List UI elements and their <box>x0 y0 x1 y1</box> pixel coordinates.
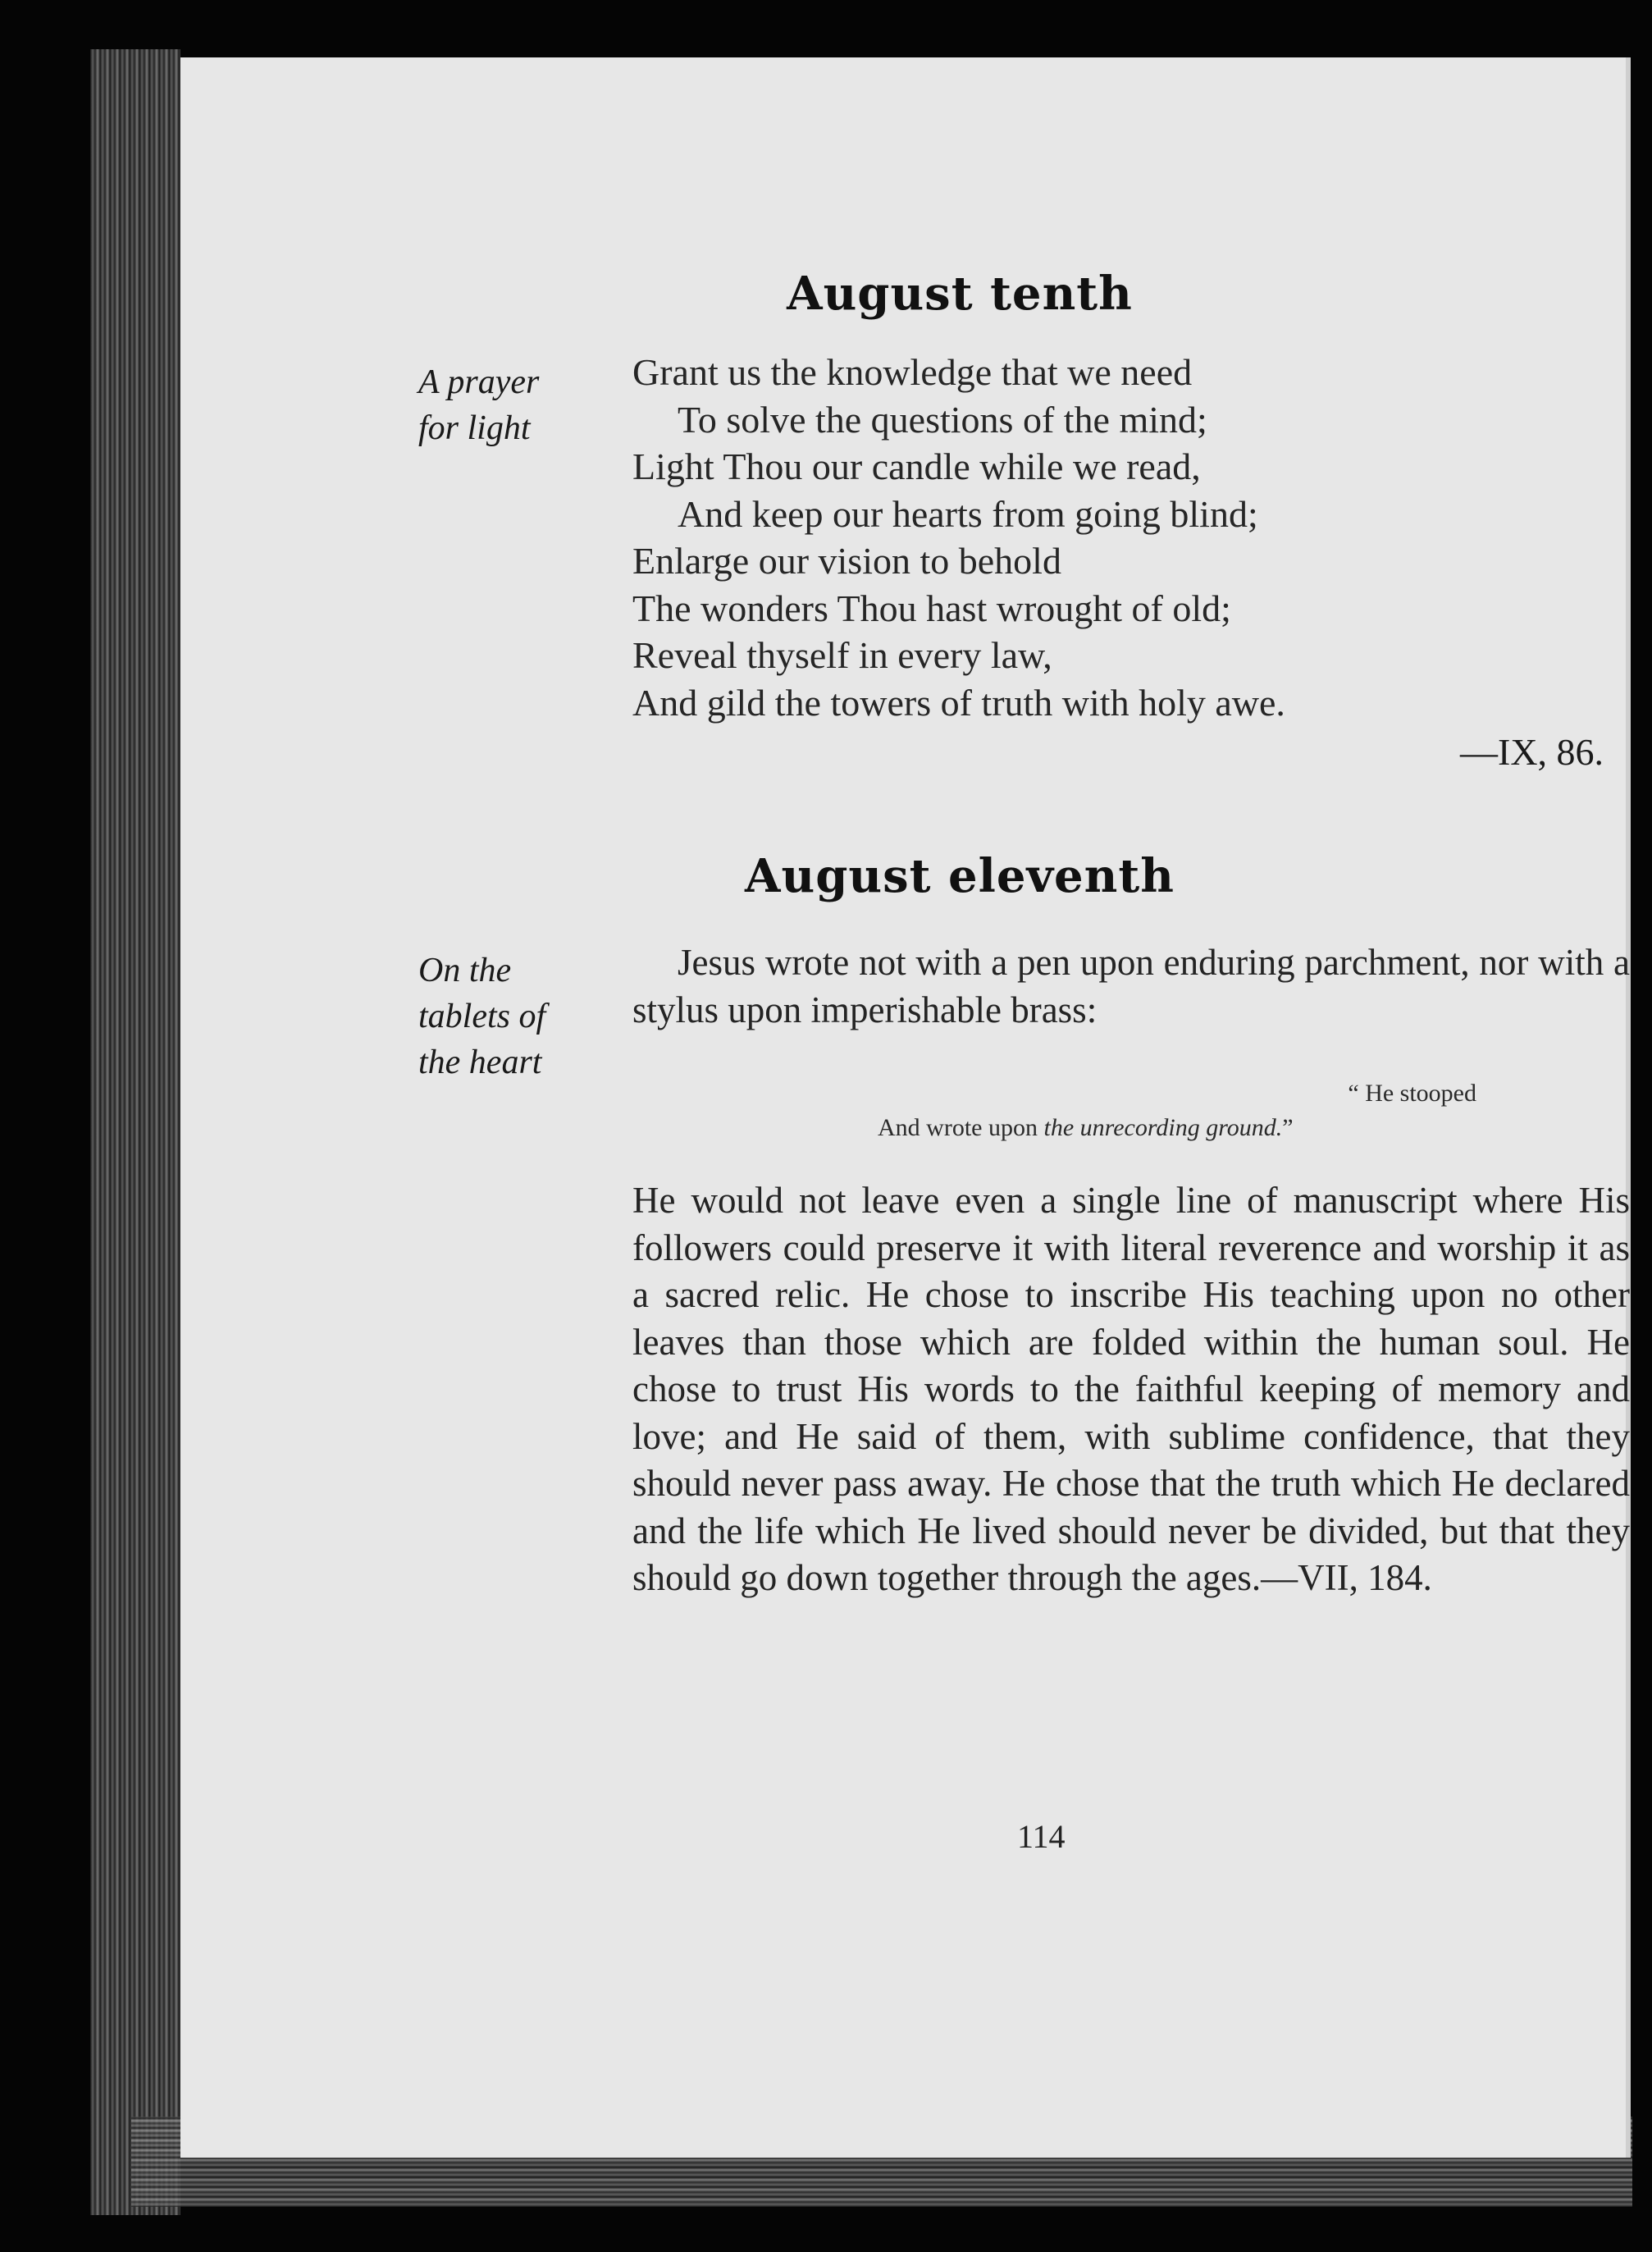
quote-line-2-prefix: And wrote upon <box>878 1114 1044 1141</box>
quote-line-2-suffix: ” <box>1282 1114 1294 1141</box>
margin-note-tablets-of-the-heart: On the tablets of the heart <box>418 952 546 1081</box>
quote-line-2-italic: the unrecording ground. <box>1043 1114 1283 1141</box>
quote-line-2 <box>771 1111 1485 1145</box>
poem-line: And gild the towers of truth with holy awe. <box>632 681 1285 724</box>
poem-line: And keep our hearts from going blind; <box>678 492 1258 535</box>
citation-august-tenth: —IX, 86. <box>1460 731 1604 773</box>
entry-heading-august-eleventh: August eleventh <box>745 849 1175 903</box>
entry-heading-august-tenth: August tenth <box>787 267 1133 321</box>
margin-note-prayer-for-light: A prayer for light <box>418 363 540 447</box>
poem-line: Light Thou our candle while we read, <box>632 445 1201 487</box>
body-paragraph-august-eleventh: He would not leave even a single line of manuscript where His followers could preserve it with literal reverence and worship it as a sacred relic. He chose to inscribe His teaching upon no other leaves than those which are folded within the human soul. He chose to trust His words to the faithful keeping of memory and love; and He said of them, with sublime confidence, that they should never pass away. He chose that the truth which He declared and the life which He lived should never be divided, but that they should go down together through the ages.—VII, 184. <box>632 1180 1630 1598</box>
poem-line: To solve the questions of the mind; <box>678 398 1207 441</box>
book-left-page-edges <box>90 49 180 2215</box>
intro-paragraph-august-eleventh: Jesus wrote not with a pen upon enduring parchment, nor with a stylus upon imperishable brass: <box>632 942 1630 1030</box>
poem-line: Enlarge our vision to behold <box>632 540 1061 582</box>
verse-quotation <box>771 1076 1485 1145</box>
book-page <box>180 57 1631 2158</box>
poem-line: Reveal thyself in every law, <box>632 634 1052 676</box>
quote-line-1: “ He stooped <box>1348 1080 1476 1107</box>
page-number: 114 <box>1017 1818 1066 1855</box>
poem-line: Grant us the knowledge that we need <box>632 351 1193 393</box>
poem-line: The wonders Thou hast wrought of old; <box>632 587 1231 629</box>
poem-august-tenth <box>632 349 1285 726</box>
